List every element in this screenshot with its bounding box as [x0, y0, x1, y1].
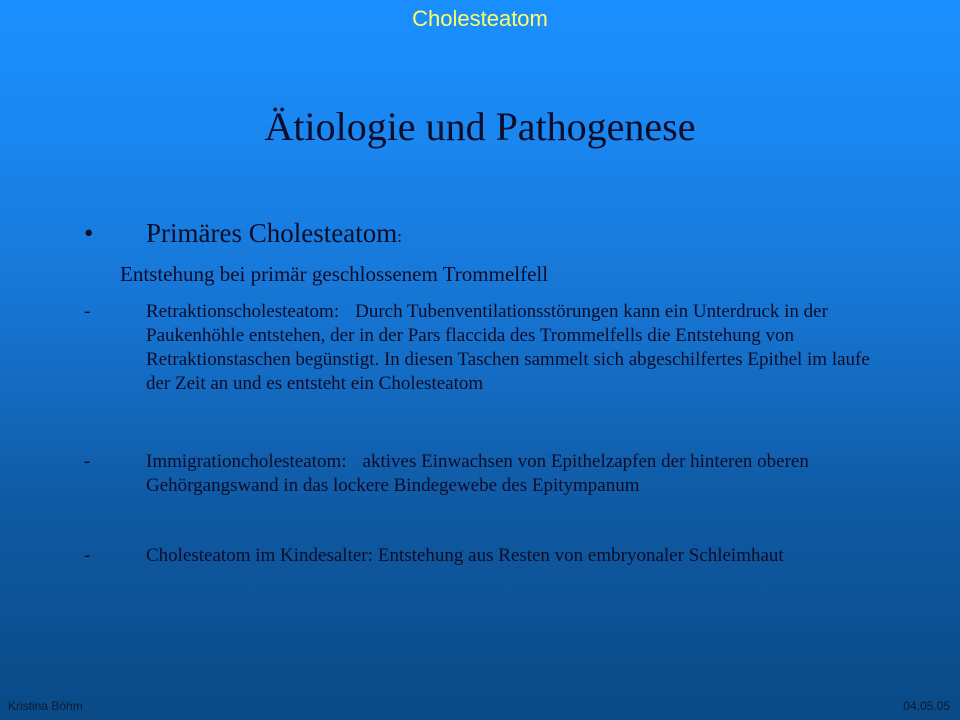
slide-header: Cholesteatom: [412, 6, 548, 31]
list-item-text: [146, 450, 886, 498]
dash-marker: -: [84, 301, 91, 322]
bullet-label-wrap: [146, 218, 402, 249]
bullet-label: Primäres Cholesteatom: [146, 218, 398, 248]
list-item-term: Cholesteatom im Kindesalter:: [146, 545, 373, 566]
list-item-term: Immigrationcholesteatom:: [146, 451, 347, 472]
list-item-description: Entstehung aus Resten von embryonaler Schleimhaut: [377, 545, 784, 566]
list-item-term: Retraktionscholesteatom:: [146, 301, 340, 322]
bullet-icon: •: [84, 218, 94, 248]
list-item-text: [146, 300, 886, 396]
slide-title: Ätiologie und Pathogenese: [264, 104, 696, 149]
footer-date: 04.05.05: [903, 699, 950, 713]
list-item-text: [146, 544, 886, 568]
footer-author: Kristina Böhm: [8, 699, 83, 713]
dash-marker: -: [84, 451, 91, 472]
dash-marker: -: [84, 545, 91, 566]
list-item-description: Durch Tubenventilationsstörungen kann ein Unterdruck in der Paukenhöhle entstehen, der in der Pars flaccida des Trommelfells die Entstehung von Retraktionstaschen begünstigt. In diesen Taschen sammelt sich abgeschilfertes Epithel im laufe der Zeit an und es entsteht ein Cholesteatom: [146, 301, 870, 394]
subheading: Entstehung bei primär geschlossenem Trommelfell: [120, 262, 549, 286]
bullet-colon: :: [397, 227, 402, 246]
list-item-description: aktives Einwachsen von Epithelzapfen der hinteren oberen Gehörgangswand in das lockere Bindegewebe des Epitympanum: [146, 451, 809, 496]
